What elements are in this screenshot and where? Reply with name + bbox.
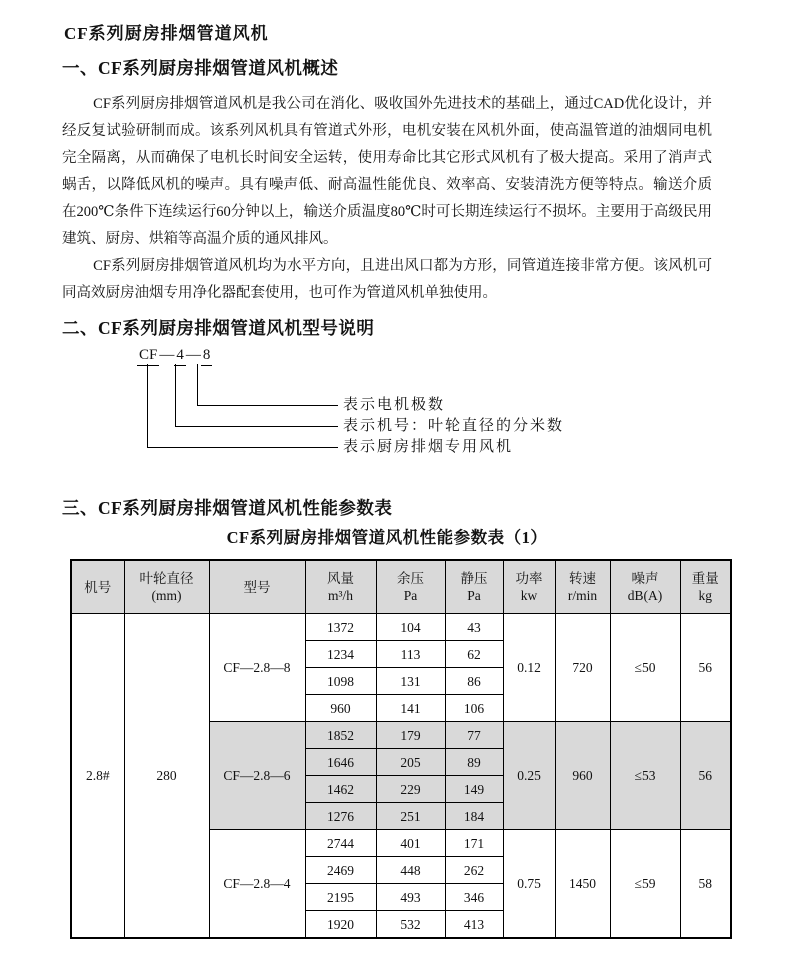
performance-table <box>70 559 732 939</box>
cell-airflow: 1462 <box>305 776 376 803</box>
cell-airflow: 1372 <box>305 614 376 641</box>
cell-residual-pressure: 401 <box>376 830 445 857</box>
model-code-poles: 8 <box>201 347 213 366</box>
col-header-power: 功率 kw <box>503 560 555 614</box>
cell-airflow: 2469 <box>305 857 376 884</box>
cell-airflow: 1646 <box>305 749 376 776</box>
table-title: CF系列厨房排烟管道风机性能参数表（1） <box>226 528 548 547</box>
cell-residual-pressure: 205 <box>376 749 445 776</box>
cell-noise: ≤59 <box>610 830 680 939</box>
cell-static-pressure: 171 <box>445 830 503 857</box>
cell-airflow: 2195 <box>305 884 376 911</box>
cell-residual-pressure: 104 <box>376 614 445 641</box>
cell-fan-number: 2.8# <box>71 614 124 939</box>
model-number-diagram <box>62 347 738 469</box>
cell-static-pressure: 86 <box>445 668 503 695</box>
header-row <box>71 560 731 614</box>
cell-speed: 960 <box>555 722 610 830</box>
cell-weight: 58 <box>680 830 731 939</box>
section-2-heading: 二、CF系列厨房排烟管道风机型号说明 <box>62 318 375 338</box>
cell-residual-pressure: 251 <box>376 803 445 830</box>
section-3-heading: 三、CF系列厨房排烟管道风机性能参数表 <box>62 498 393 518</box>
cell-model: CF—2.8—4 <box>209 830 305 939</box>
col-header-speed: 转速 r/min <box>555 560 610 614</box>
cell-residual-pressure: 141 <box>376 695 445 722</box>
cell-noise: ≤50 <box>610 614 680 722</box>
section-1-heading: 一、CF系列厨房排烟管道风机概述 <box>62 58 339 78</box>
cell-power: 0.25 <box>503 722 555 830</box>
overview-paragraph-1: CF系列厨房排烟管道风机是我公司在消化、吸收国外先进技术的基础上，通过CAD优化设计，并经反复试验研制而成。该系列风机具有管道式外形，电机安装在风机外面，使高温管道的油烟同电机完全隔离，从而确保了电机长时间安全运转，使用寿命比其它形式风机有了极大提高。采用了消声式蜗舌，以降低风机的噪声。具有噪声低、耐高温性能优良、效率高、安装清洗方便等特点。输送介质在200℃条件下连续运行60分钟以上，输送介质温度80℃时可长期连续运行不损坏。主要用于高级民用建筑、厨房、烘箱等高温介质的通风排风。 <box>62 96 712 247</box>
diagram-label-fan-type: 表示厨房排烟专用风机 <box>343 439 514 455</box>
cell-residual-pressure: 131 <box>376 668 445 695</box>
cell-speed: 1450 <box>555 830 610 939</box>
cell-residual-pressure: 179 <box>376 722 445 749</box>
connector-line-fan-type <box>147 364 338 448</box>
cell-residual-pressure: 229 <box>376 776 445 803</box>
cell-airflow: 1234 <box>305 641 376 668</box>
cell-static-pressure: 43 <box>445 614 503 641</box>
model-code-size: 4 <box>174 347 186 366</box>
cell-airflow: 960 <box>305 695 376 722</box>
col-header-residual-pressure: 余压 Pa <box>376 560 445 614</box>
cell-static-pressure: 413 <box>445 911 503 939</box>
cell-residual-pressure: 532 <box>376 911 445 939</box>
cell-residual-pressure: 448 <box>376 857 445 884</box>
cell-static-pressure: 184 <box>445 803 503 830</box>
cell-impeller-diameter: 280 <box>124 614 209 939</box>
cell-airflow: 1920 <box>305 911 376 939</box>
model-code-dash: — <box>185 347 201 363</box>
cell-static-pressure: 89 <box>445 749 503 776</box>
cell-model: CF—2.8—8 <box>209 614 305 722</box>
cell-airflow: 1276 <box>305 803 376 830</box>
model-code-prefix: CF <box>137 347 159 366</box>
cell-static-pressure: 77 <box>445 722 503 749</box>
col-header-fan-number: 机号 <box>71 560 124 614</box>
cell-weight: 56 <box>680 614 731 722</box>
cell-static-pressure: 149 <box>445 776 503 803</box>
cell-model: CF—2.8—6 <box>209 722 305 830</box>
col-header-impeller-diameter: 叶轮直径 (mm) <box>124 560 209 614</box>
doc-title: CF系列厨房排烟管道风机 <box>64 24 269 43</box>
cell-static-pressure: 106 <box>445 695 503 722</box>
col-header-airflow: 风量 m³/h <box>305 560 376 614</box>
cell-weight: 56 <box>680 722 731 830</box>
diagram-label-size-number: 表示机号：叶轮直径的分米数 <box>343 418 565 434</box>
cell-static-pressure: 346 <box>445 884 503 911</box>
col-header-static-pressure: 静压 Pa <box>445 560 503 614</box>
cell-residual-pressure: 113 <box>376 641 445 668</box>
cell-power: 0.75 <box>503 830 555 939</box>
cell-airflow: 2744 <box>305 830 376 857</box>
cell-noise: ≤53 <box>610 722 680 830</box>
cell-airflow: 1852 <box>305 722 376 749</box>
cell-static-pressure: 62 <box>445 641 503 668</box>
cell-residual-pressure: 493 <box>376 884 445 911</box>
col-header-noise: 噪声 dB(A) <box>610 560 680 614</box>
col-header-weight: 重量 kg <box>680 560 731 614</box>
cell-speed: 720 <box>555 614 610 722</box>
cell-airflow: 1098 <box>305 668 376 695</box>
cell-power: 0.12 <box>503 614 555 722</box>
diagram-label-pole-count: 表示电机极数 <box>343 397 446 413</box>
table-row <box>71 614 731 641</box>
cell-static-pressure: 262 <box>445 857 503 884</box>
model-code-dash: — <box>159 347 175 363</box>
overview-paragraph-2: CF系列厨房排烟管道风机均为水平方向，且进出风口都为方形，同管道连接非常方便。该风机可同高效厨房油烟专用净化器配套使用，也可作为管道风机单独使用。 <box>62 258 712 301</box>
col-header-model: 型号 <box>209 560 305 614</box>
